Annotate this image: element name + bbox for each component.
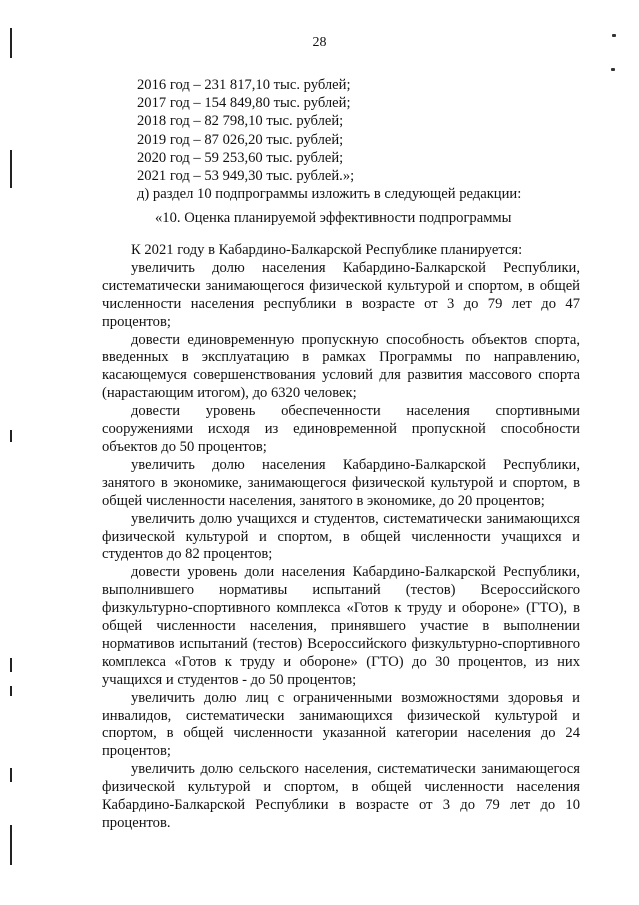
budget-line-2017: 2017 год – 154 849,80 тыс. рублей;	[137, 95, 351, 112]
goal-paragraph-facilities: довести уровень обеспеченности населения спортивными сооружениями исходя из единовременной пропускной способности объектов до 50 процентов;	[102, 403, 580, 455]
budget-line-2019: 2019 год – 87 026,20 тыс. рублей;	[137, 131, 344, 148]
section-heading: «10. Оценка планируемой эффективности подпрограммы	[155, 210, 512, 226]
scan-mark	[10, 28, 12, 58]
goal-paragraph-rural: увеличить долю сельского населения, систематически занимающегося физической культурой и спортом, в общей численности населения Кабардино-Балкарской Республики в возрасте от 3 до 79 лет до 10 процентов.	[102, 761, 580, 831]
goal-paragraph-population-share: увеличить долю населения Кабардино-Балкарской Республики, систематически занимающегося физической культурой и спортом, в общей численности населения республики в возрасте от 3 до 79 лет до 47 процентов;	[102, 259, 580, 330]
scan-dot	[611, 68, 615, 71]
goal-paragraph-employed: увеличить долю населения Кабардино-Балкарской Республики, занятого в экономике, занимающегося физической культурой и спортом, в общей численности населения, занятого в экономике, до 20 процентов;	[102, 456, 580, 509]
budget-line-2018: 2018 год – 82 798,10 тыс. рублей;	[137, 113, 344, 130]
section-body	[102, 242, 580, 833]
scan-mark	[10, 658, 12, 672]
budget-list	[137, 76, 557, 203]
goal-paragraph-capacity: довести единовременную пропускную способность объектов спорта, введенных в эксплуатацию в рамках Программы по направлению, касающемуся совершенствования условий для развития массового спорта (нарастающим итогом), до 6320 человек;	[102, 331, 580, 402]
scan-mark	[10, 768, 12, 782]
goal-paragraph-gto: довести уровень доли населения Кабардино-Балкарской Республики, выполнившего нормативы испытаний (тестов) Всероссийского физкультурно-спортивного комплекса «Готов к труду и обороне» (ГТО), в общей численности населения, принявшего участие в выполнении нормативов испытаний (тестов) Всероссийского физкультурно-спортивного комплекса «Готов к труду и обороне» (ГТО) до 30 процентов, из них учащихся и студентов - до 50 процентов;	[102, 564, 580, 688]
page-number: 28	[312, 35, 327, 50]
budget-line-2021: 2021 год – 53 949,30 тыс. рублей.»;	[137, 168, 355, 185]
goal-paragraph-students: увеличить долю учащихся и студентов, систематически занимающихся физической культурой и спортом, в общей численности учащихся и студентов до 82 процентов;	[102, 510, 580, 563]
budget-line-2020: 2020 год – 59 253,60 тыс. рублей;	[137, 149, 344, 166]
scan-mark	[10, 686, 12, 696]
instruction-line: д) раздел 10 подпрограммы изложить в следующей редакции:	[137, 186, 522, 203]
goal-paragraph-disabled: увеличить долю лиц с ограниченными возможностями здоровья и инвалидов, систематически занимающихся физической культурой и спортом, в общей численности указанной категории населения до 24 процентов;	[102, 689, 580, 760]
intro-paragraph: К 2021 году в Кабардино-Балкарской Республике планируется:	[131, 242, 523, 258]
budget-line-2016: 2016 год – 231 817,10 тыс. рублей;	[137, 77, 351, 93]
scan-mark	[10, 430, 12, 442]
scan-mark	[10, 825, 12, 865]
scan-dot	[612, 34, 616, 37]
scan-mark	[10, 150, 12, 188]
